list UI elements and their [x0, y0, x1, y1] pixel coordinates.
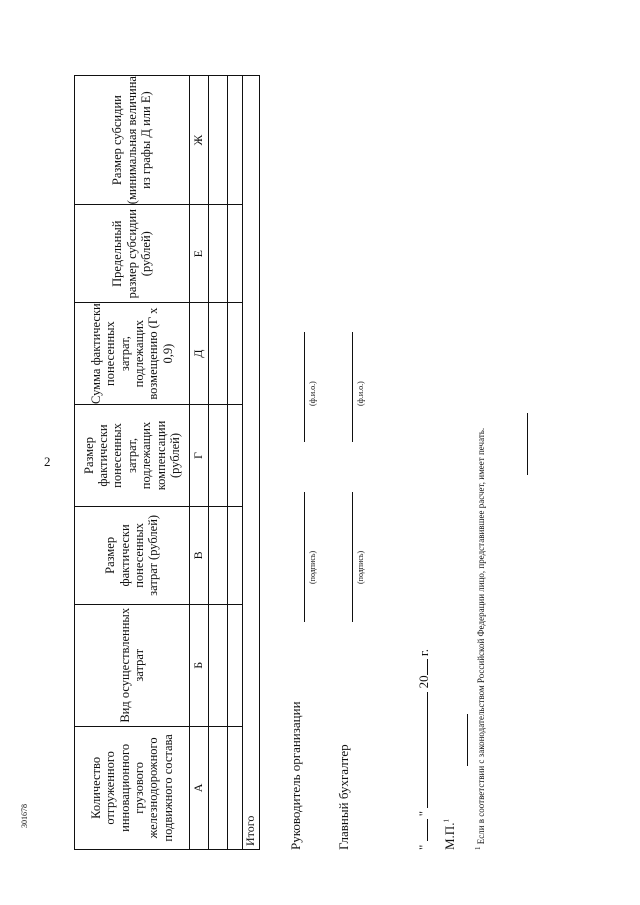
seal-text: М.П. [442, 822, 457, 850]
footnote-separator [467, 714, 468, 766]
table-cell [209, 205, 228, 303]
date-day-blank [427, 819, 428, 841]
date-close-quote: " [416, 810, 431, 817]
subsidy-table [74, 75, 260, 850]
table-cell [209, 604, 228, 726]
head-signature-caption: (подпись) [308, 550, 317, 584]
table-row [228, 76, 243, 850]
letter-cell: Е [190, 205, 209, 303]
accountant-label: Главный бухгалтер [336, 744, 351, 850]
head-name-caption: (ф.и.о.) [308, 381, 317, 406]
table-row [209, 76, 228, 850]
head-name-line [304, 332, 305, 442]
header-col-b: Вид осуществленных затрат [75, 604, 190, 726]
accountant-name-line [352, 332, 353, 442]
date-year-blank [427, 659, 428, 675]
head-signature-line [304, 492, 305, 622]
letter-cell: В [190, 506, 209, 604]
seal-footnote-mark: 1 [442, 819, 451, 823]
table-cell [228, 405, 243, 507]
table-header-row [75, 76, 190, 850]
total-label: Итого [243, 76, 260, 850]
seal-label [442, 819, 458, 850]
letter-cell: Д [190, 303, 209, 405]
header-col-g: Размер фактически понесенных затрат, подлежащих компенсации (рублей) [75, 405, 190, 507]
date-year-suffix: г. [416, 649, 431, 657]
table-cell [228, 604, 243, 726]
date-year-prefix: 20 [416, 675, 431, 689]
date-month-blank [427, 692, 428, 808]
header-col-d: Сумма фактически понесенных затрат, подлежащих возмещению (Г х 0,9) [75, 303, 190, 405]
header-col-e: Предельный размер субсидии (рублей) [75, 205, 190, 303]
header-col-zh: Размер субсидии (минимальная величина из графы Д или Е) [75, 76, 190, 205]
accountant-signature-line [352, 492, 353, 622]
date-open-quote: " [416, 844, 431, 850]
table-cell [209, 506, 228, 604]
table-letters-row [190, 76, 209, 850]
footnote-mark: 1 [474, 846, 482, 850]
table-cell [209, 76, 228, 205]
head-label: Руководитель организации [288, 701, 303, 850]
table-cell [228, 205, 243, 303]
table-cell [228, 303, 243, 405]
date-line [416, 649, 432, 850]
table-cell [209, 303, 228, 405]
table-cell [228, 506, 243, 604]
letter-cell: А [190, 726, 209, 849]
table-cell [228, 76, 243, 205]
letter-cell: Г [190, 405, 209, 507]
document-code: 301678 [20, 804, 29, 828]
table-cell [209, 726, 228, 849]
table-cell [209, 405, 228, 507]
header-col-v: Размер фактически понесенных затрат (рублей) [75, 506, 190, 604]
closing-line-1 [527, 413, 528, 475]
accountant-name-caption: (ф.и.о.) [356, 381, 365, 406]
page-number: 2 [44, 454, 51, 469]
footnote [474, 428, 486, 850]
table-cell [228, 726, 243, 849]
letter-cell: Ж [190, 76, 209, 205]
accountant-signature-caption: (подпись) [356, 550, 365, 584]
header-col-a: Количество отгруженного инновационного грузового железнодорожного подвижного состава [75, 726, 190, 849]
table-total-row [243, 76, 260, 850]
letter-cell: Б [190, 604, 209, 726]
footnote-text: Если в соответствии с законодательством Российской Федерации лицо, представившее расчет, имеет печать. [476, 427, 486, 845]
